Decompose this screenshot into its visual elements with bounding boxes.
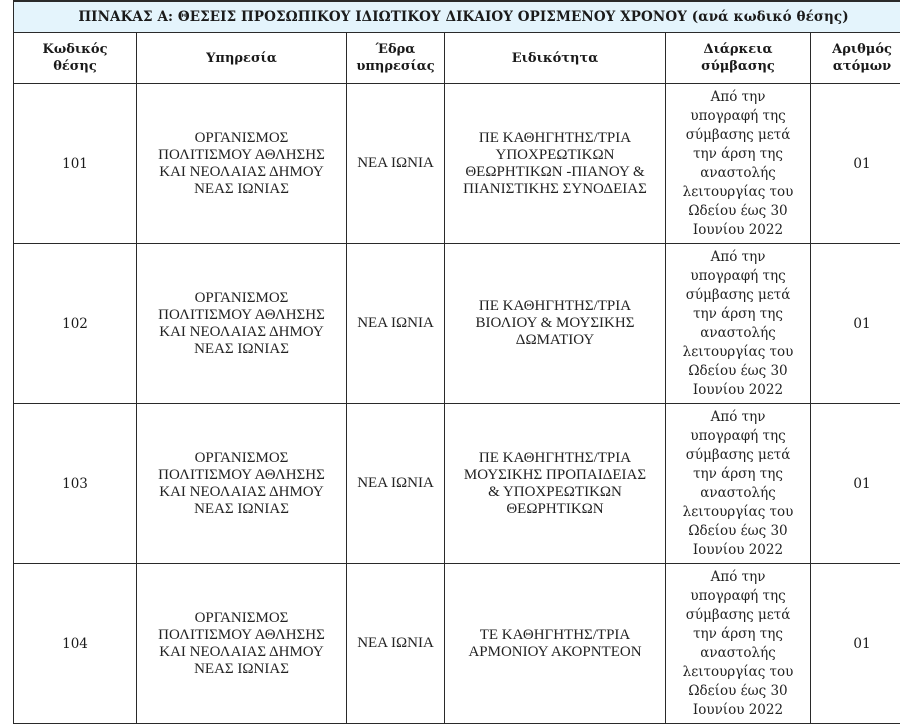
cell-duration: Από την υπογραφή της σύμβασης μετά την άρση της αναστολής λειτουργίας του Ωδείου έως 30 Ιουνίου 2022	[666, 564, 811, 724]
table-row	[14, 84, 900, 244]
cell-code: 101	[14, 84, 137, 244]
cell-seat: ΝΕΑ ΙΩΝΙΑ	[347, 244, 445, 404]
header-seat: Έδρα υπηρεσίας	[347, 33, 445, 84]
cell-duration: Από την υπογραφή της σύμβασης μετά την άρση της αναστολής λειτουργίας του Ωδείου έως 30 Ιουνίου 2022	[666, 244, 811, 404]
cell-duration: Από την υπογραφή της σύμβασης μετά την άρση της αναστολής λειτουργίας του Ωδείου έως 30 Ιουνίου 2022	[666, 404, 811, 564]
table-title-row	[14, 1, 900, 33]
table-row	[14, 564, 900, 724]
cell-service: ΟΡΓΑΝΙΣΜΟΣ ΠΟΛΙΤΙΣΜΟΥ ΑΘΛΗΣΗΣ ΚΑΙ ΝΕΟΛΑΙΑΣ ΔΗΜΟΥ ΝΕΑΣ ΙΩΝΙΑΣ	[137, 244, 347, 404]
cell-service: ΟΡΓΑΝΙΣΜΟΣ ΠΟΛΙΤΙΣΜΟΥ ΑΘΛΗΣΗΣ ΚΑΙ ΝΕΟΛΑΙΑΣ ΔΗΜΟΥ ΝΕΑΣ ΙΩΝΙΑΣ	[137, 84, 347, 244]
cell-count: 01	[811, 84, 900, 244]
table-title: ΠΙΝΑΚΑΣ Α: ΘΕΣΕΙΣ ΠΡΟΣΩΠΙΚΟΥ ΙΔΙΩΤΙΚΟΥ ΔΙΚΑΙΟΥ ΟΡΙΣΜΕΝΟΥ ΧΡΟΝΟΥ (ανά κωδικό θέσης)	[14, 1, 900, 33]
cell-specialty: ΠΕ ΚΑΘΗΓΗΤΗΣ/ΤΡΙΑ ΒΙΟΛΙΟΥ & ΜΟΥΣΙΚΗΣ ΔΩΜΑΤΙΟΥ	[445, 244, 666, 404]
cell-code: 104	[14, 564, 137, 724]
table-row	[14, 404, 900, 564]
header-duration: Διάρκεια σύμβασης	[666, 33, 811, 84]
positions-table-wrapper	[13, 0, 900, 724]
positions-table	[13, 0, 900, 724]
cell-seat: ΝΕΑ ΙΩΝΙΑ	[347, 404, 445, 564]
table-header-row	[14, 33, 900, 84]
cell-code: 103	[14, 404, 137, 564]
cell-service: ΟΡΓΑΝΙΣΜΟΣ ΠΟΛΙΤΙΣΜΟΥ ΑΘΛΗΣΗΣ ΚΑΙ ΝΕΟΛΑΙΑΣ ΔΗΜΟΥ ΝΕΑΣ ΙΩΝΙΑΣ	[137, 404, 347, 564]
header-specialty: Ειδικότητα	[445, 33, 666, 84]
header-code: Κωδικός θέσης	[14, 33, 137, 84]
cell-specialty: ΠΕ ΚΑΘΗΓΗΤΗΣ/ΤΡΙΑ ΥΠΟΧΡΕΩΤΙΚΩΝ ΘΕΩΡΗΤΙΚΩΝ -ΠΙΑΝΟΥ & ΠΙΑΝΙΣΤΙΚΗΣ ΣΥΝΟΔΕΙΑΣ	[445, 84, 666, 244]
cell-count: 01	[811, 244, 900, 404]
cell-count: 01	[811, 404, 900, 564]
cell-code: 102	[14, 244, 137, 404]
header-count: Αριθμός ατόμων	[811, 33, 900, 84]
table-row	[14, 244, 900, 404]
cell-seat: ΝΕΑ ΙΩΝΙΑ	[347, 84, 445, 244]
header-service: Υπηρεσία	[137, 33, 347, 84]
cell-count: 01	[811, 564, 900, 724]
cell-seat: ΝΕΑ ΙΩΝΙΑ	[347, 564, 445, 724]
cell-service: ΟΡΓΑΝΙΣΜΟΣ ΠΟΛΙΤΙΣΜΟΥ ΑΘΛΗΣΗΣ ΚΑΙ ΝΕΟΛΑΙΑΣ ΔΗΜΟΥ ΝΕΑΣ ΙΩΝΙΑΣ	[137, 564, 347, 724]
cell-specialty: ΤΕ ΚΑΘΗΓΗΤΗΣ/ΤΡΙΑ ΑΡΜΟΝΙΟΥ ΑΚΟΡΝΤΕΟΝ	[445, 564, 666, 724]
table-body	[14, 84, 900, 724]
cell-duration: Από την υπογραφή της σύμβασης μετά την άρση της αναστολής λειτουργίας του Ωδείου έως 30 Ιουνίου 2022	[666, 84, 811, 244]
cell-specialty: ΠΕ ΚΑΘΗΓΗΤΗΣ/ΤΡΙΑ ΜΟΥΣΙΚΗΣ ΠΡΟΠΑΙΔΕΙΑΣ & ΥΠΟΧΡΕΩΤΙΚΩΝ ΘΕΩΡΗΤΙΚΩΝ	[445, 404, 666, 564]
